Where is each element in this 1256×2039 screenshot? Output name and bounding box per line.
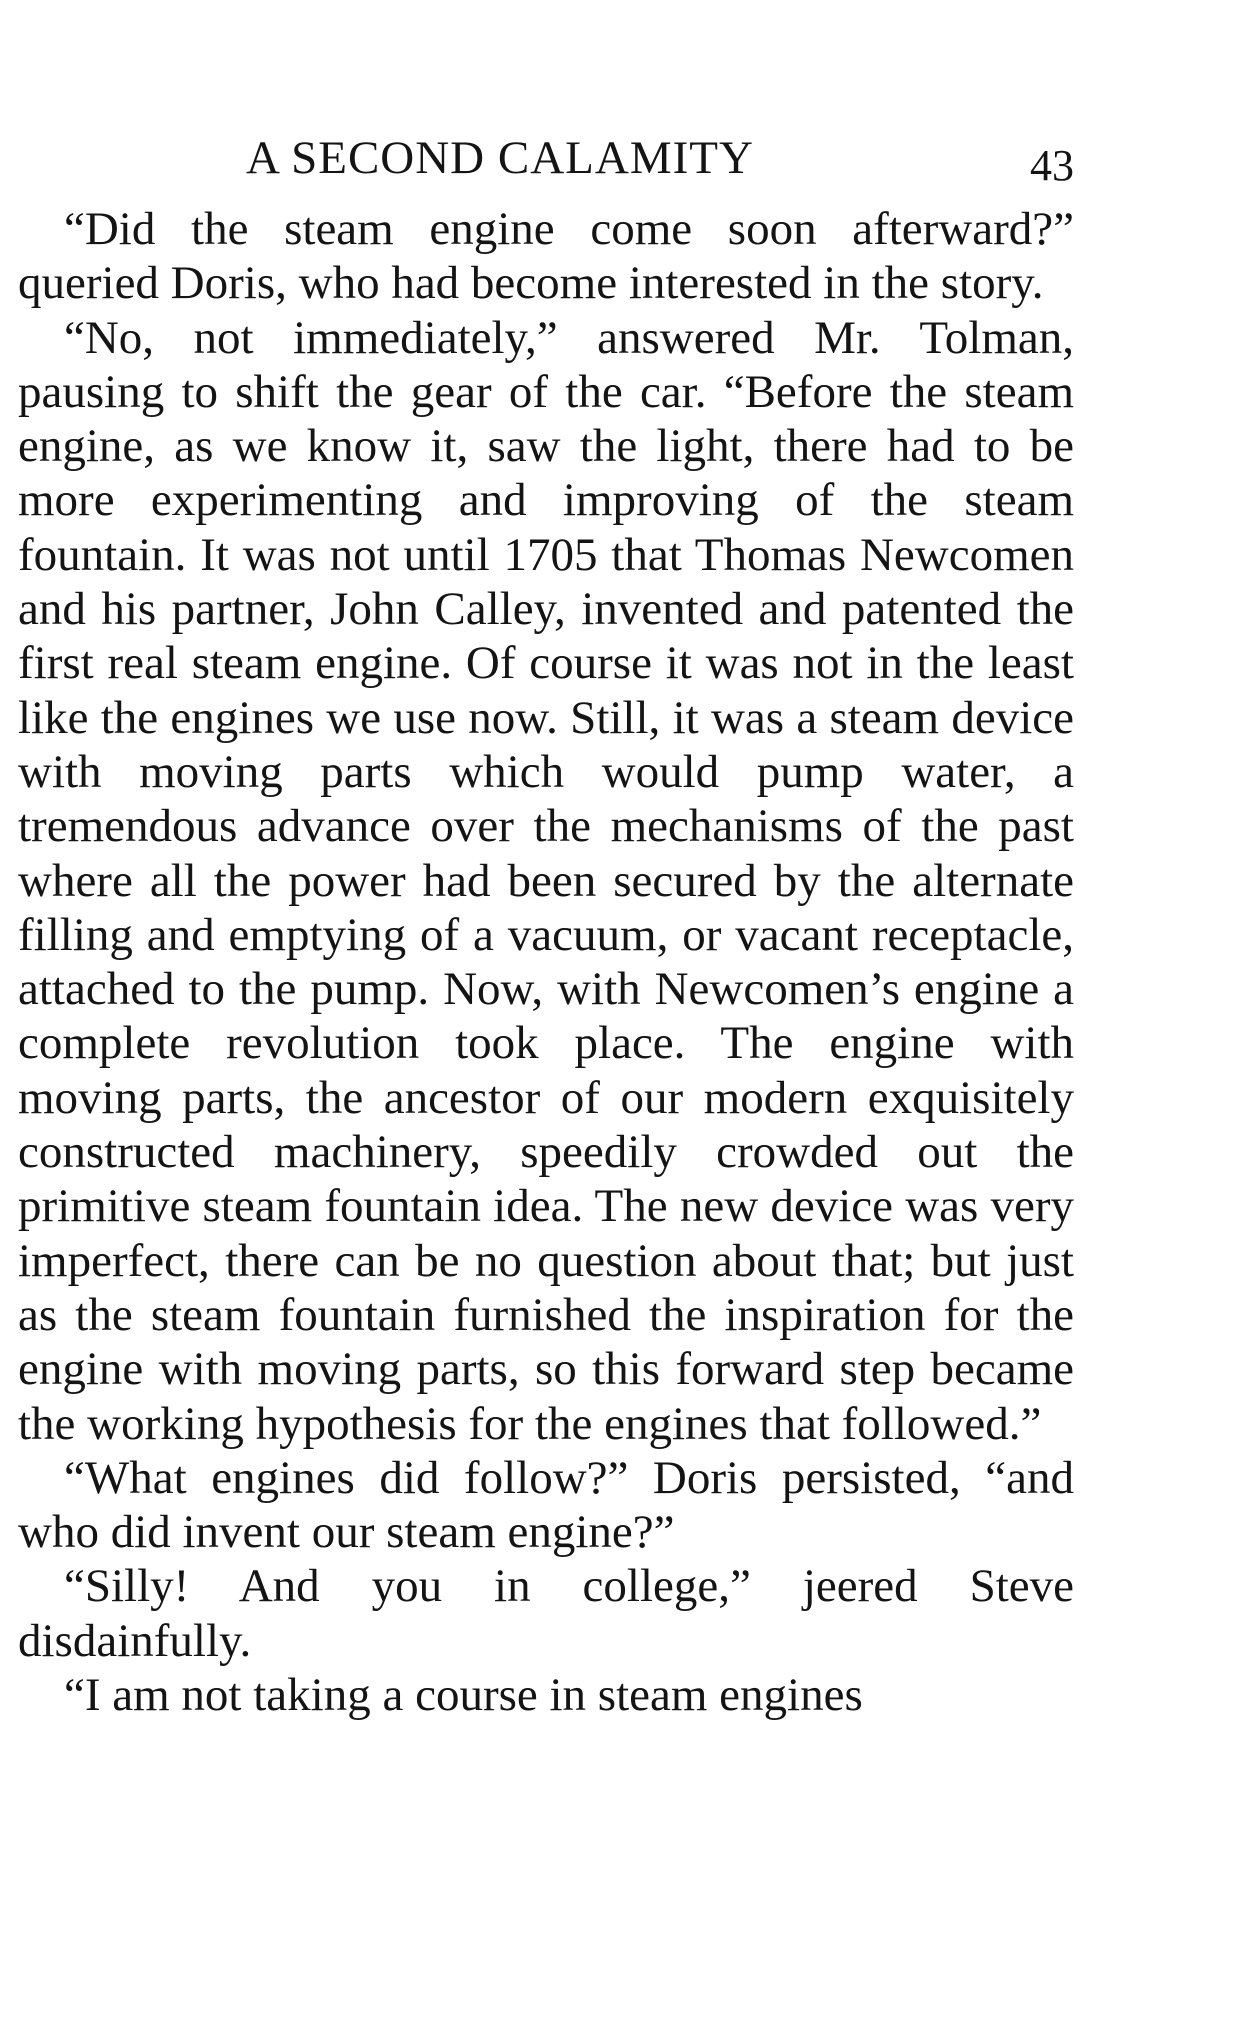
paragraph-doris-question: “Did the steam engine come soon afterward?” queried Doris, who had become interested in the story.: [18, 203, 1074, 310]
paragraph-continuation: “I am not taking a course in steam engines: [64, 1669, 863, 1722]
page-number: 43: [1030, 141, 1074, 190]
running-title: A SECOND CALAMITY: [246, 132, 754, 184]
running-head: [18, 128, 1074, 188]
body-text: [18, 202, 1074, 1722]
paragraph-doris-persisted: “What engines did follow?” Doris persisted, “and who did invent our steam engine?”: [18, 1451, 1074, 1559]
paragraph-steve-jeer: “Silly! And you in college,” jeered Steve disdainfully.: [18, 1560, 1074, 1667]
paragraph-tolman-answer: “No, not immediately,” answered Mr. Tolman, pausing to shift the gear of the car. “Before the steam engine, as we know it, saw the light, there had to be more experimenting and improving of the steam fountain. It was not until 1705 that Thomas Newcomen and his partner, John Calley, invented and patented the first real steam engine. Of course it was not in the least like the engines we use now. Still, it was a steam device with moving parts which would pump water, a tremendous advance over the mechanisms of the past where all the power had been secured by the alternate filling and emptying of a vacuum, or vacant receptacle, attached to the pump. Now, with Newcomen’s engine a complete revolution took place. The engine with moving parts, the ancestor of our modern exquisitely constructed machinery, speedily crowded out the primitive steam fountain idea. The new device was very imperfect, there can be no question about that; but just as the steam fountain furnished the inspiration for the engine with moving parts, so this forward step became the working hypothesis for the engines that followed.”: [18, 311, 1074, 1450]
